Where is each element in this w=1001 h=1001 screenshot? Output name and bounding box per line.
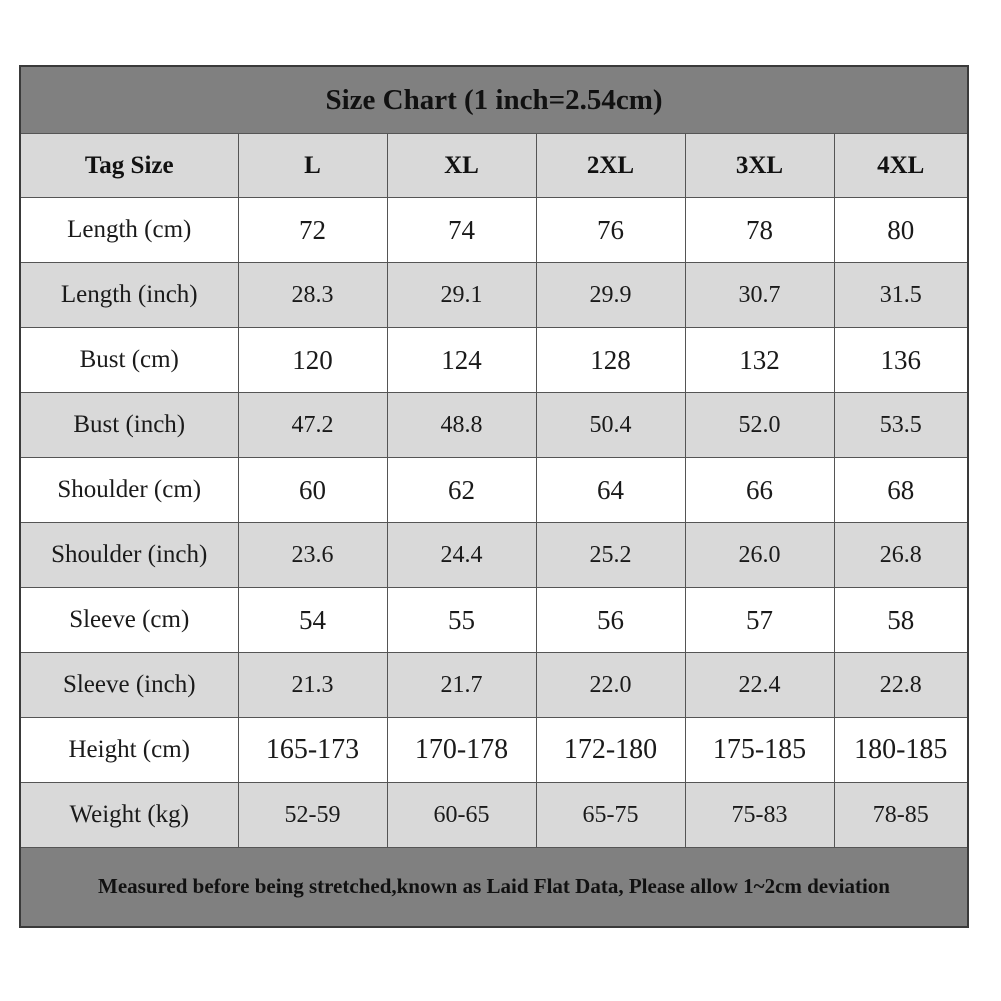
- table-cell: 75-83: [685, 783, 834, 848]
- table-cell: 132: [685, 328, 834, 393]
- row-label: Shoulder (inch): [20, 523, 238, 588]
- table-row: [20, 263, 968, 328]
- table-cell: 26.8: [834, 523, 968, 588]
- table-cell: 29.9: [536, 263, 685, 328]
- chart-title: Size Chart (1 inch=2.54cm): [20, 66, 968, 134]
- table-cell: 53.5: [834, 393, 968, 458]
- table-cell: 165-173: [238, 718, 387, 783]
- table-cell: 124: [387, 328, 536, 393]
- table-row: [20, 393, 968, 458]
- table-cell: 76: [536, 198, 685, 263]
- table-cell: 52-59: [238, 783, 387, 848]
- table-cell: 175-185: [685, 718, 834, 783]
- table-cell: 128: [536, 328, 685, 393]
- table-cell: 22.8: [834, 653, 968, 718]
- table-row: [20, 458, 968, 523]
- measurement-note: Measured before being stretched,known as Laid Flat Data, Please allow 1~2cm deviation: [20, 848, 968, 928]
- table-cell: 50.4: [536, 393, 685, 458]
- row-label: Bust (inch): [20, 393, 238, 458]
- table-cell: 24.4: [387, 523, 536, 588]
- table-cell: 48.8: [387, 393, 536, 458]
- table-cell: 64: [536, 458, 685, 523]
- table-cell: 120: [238, 328, 387, 393]
- row-label: Shoulder (cm): [20, 458, 238, 523]
- column-header: 2XL: [536, 134, 685, 198]
- row-label: Length (inch): [20, 263, 238, 328]
- table-cell: 56: [536, 588, 685, 653]
- table-cell: 62: [387, 458, 536, 523]
- table-cell: 78-85: [834, 783, 968, 848]
- table-cell: 136: [834, 328, 968, 393]
- table-row: [20, 653, 968, 718]
- size-rows: [20, 198, 968, 848]
- table-cell: 55: [387, 588, 536, 653]
- row-label: Bust (cm): [20, 328, 238, 393]
- table-cell: 26.0: [685, 523, 834, 588]
- table-cell: 21.3: [238, 653, 387, 718]
- column-header-row: [20, 134, 968, 198]
- table-row: [20, 588, 968, 653]
- note-row: [20, 848, 968, 928]
- row-label: Sleeve (inch): [20, 653, 238, 718]
- table-cell: 170-178: [387, 718, 536, 783]
- column-header: XL: [387, 134, 536, 198]
- table-row: [20, 198, 968, 263]
- table-cell: 47.2: [238, 393, 387, 458]
- table-cell: 172-180: [536, 718, 685, 783]
- title-row: [20, 66, 968, 134]
- row-label: Height (cm): [20, 718, 238, 783]
- table-cell: 68: [834, 458, 968, 523]
- table-cell: 65-75: [536, 783, 685, 848]
- table-cell: 25.2: [536, 523, 685, 588]
- table-cell: 66: [685, 458, 834, 523]
- table-row: [20, 783, 968, 848]
- table-cell: 72: [238, 198, 387, 263]
- row-label: Weight (kg): [20, 783, 238, 848]
- table-cell: 23.6: [238, 523, 387, 588]
- table-row: [20, 523, 968, 588]
- table-cell: 30.7: [685, 263, 834, 328]
- table-cell: 28.3: [238, 263, 387, 328]
- row-label: Sleeve (cm): [20, 588, 238, 653]
- column-header: 3XL: [685, 134, 834, 198]
- table-cell: 21.7: [387, 653, 536, 718]
- table-cell: 22.4: [685, 653, 834, 718]
- column-header: 4XL: [834, 134, 968, 198]
- table-cell: 180-185: [834, 718, 968, 783]
- row-label: Length (cm): [20, 198, 238, 263]
- table-cell: 58: [834, 588, 968, 653]
- table-cell: 29.1: [387, 263, 536, 328]
- column-header: Tag Size: [20, 134, 238, 198]
- table-cell: 60-65: [387, 783, 536, 848]
- table-cell: 22.0: [536, 653, 685, 718]
- table-cell: 52.0: [685, 393, 834, 458]
- table-cell: 57: [685, 588, 834, 653]
- size-chart-table: [19, 65, 969, 928]
- table-cell: 78: [685, 198, 834, 263]
- table-cell: 80: [834, 198, 968, 263]
- table-cell: 60: [238, 458, 387, 523]
- table-cell: 74: [387, 198, 536, 263]
- table-cell: 54: [238, 588, 387, 653]
- table-row: [20, 328, 968, 393]
- column-header: L: [238, 134, 387, 198]
- table-cell: 31.5: [834, 263, 968, 328]
- table-row: [20, 718, 968, 783]
